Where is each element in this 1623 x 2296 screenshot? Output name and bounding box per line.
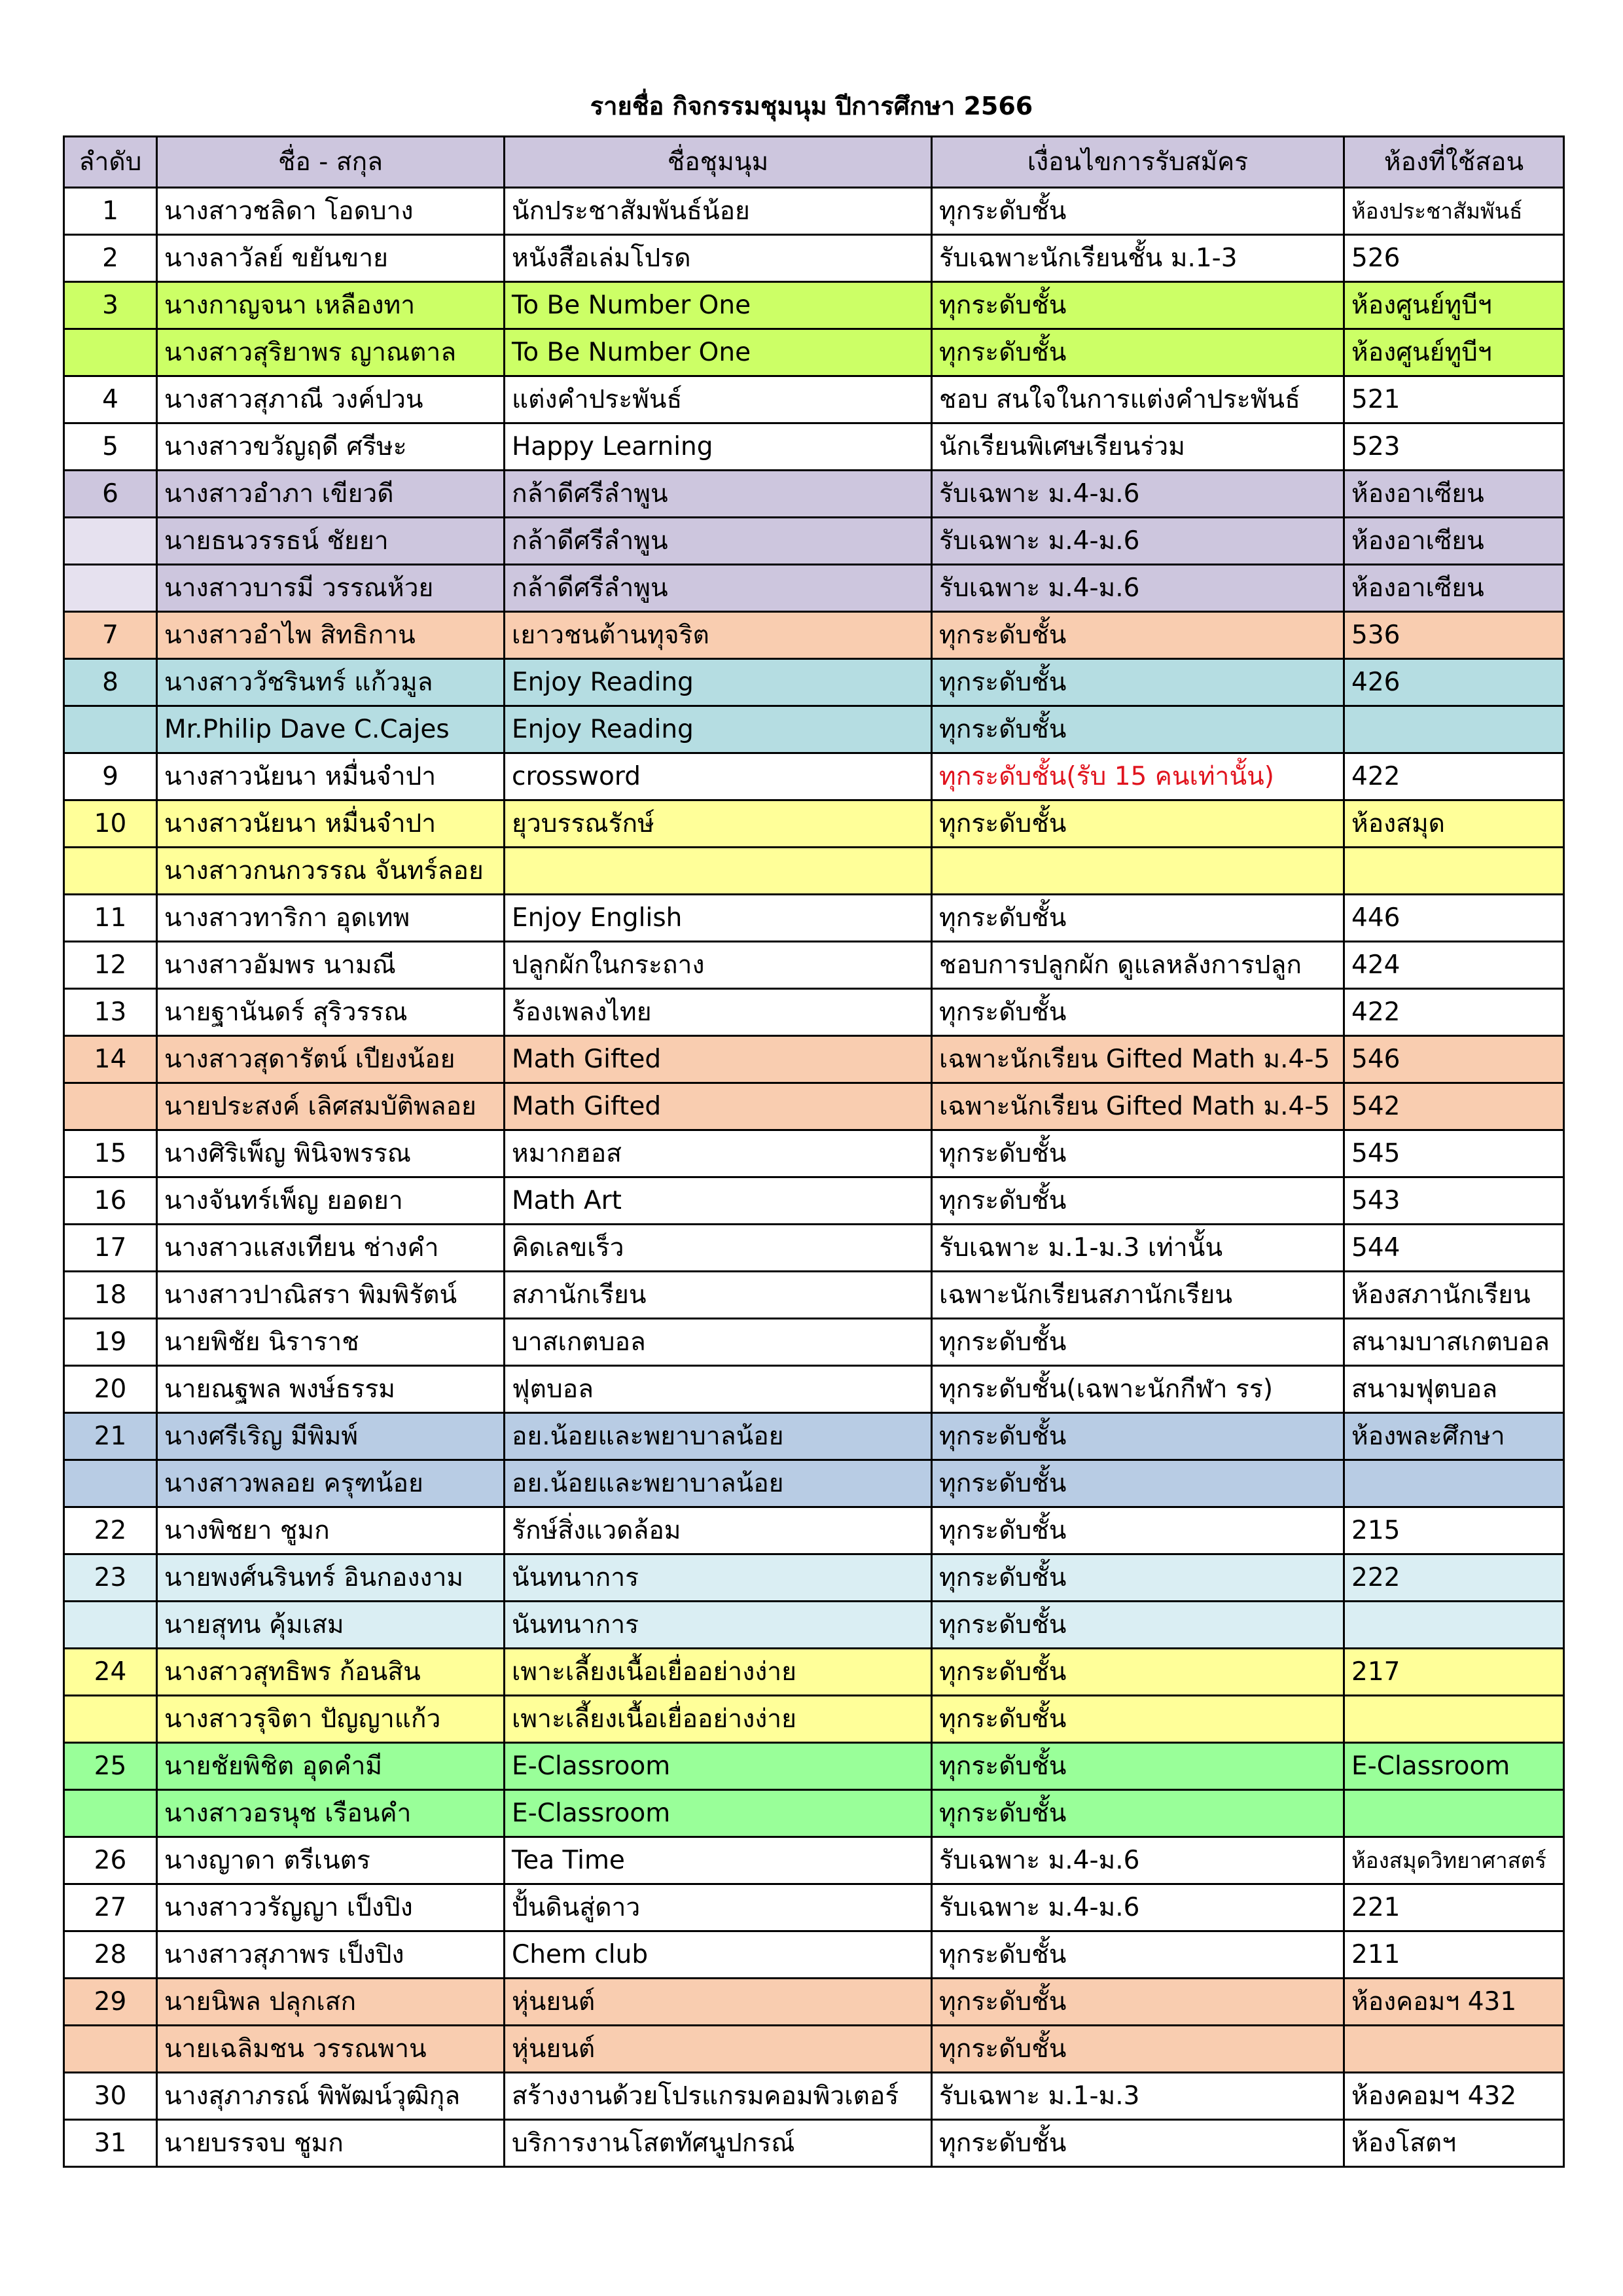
club-name-cell: Enjoy Reading bbox=[505, 706, 932, 753]
room-cell: ห้องโสตฯ bbox=[1344, 2120, 1564, 2167]
condition-cell: ทุกระดับชั้น bbox=[932, 188, 1344, 235]
table-row bbox=[64, 1130, 1564, 1177]
condition-cell: ชอบ สนใจในการแต่งคำประพันธ์ bbox=[932, 376, 1344, 423]
room-cell bbox=[1344, 1790, 1564, 1837]
row-number-cell bbox=[64, 2026, 157, 2073]
row-number-cell bbox=[64, 329, 157, 376]
club-name-cell: กล้าดีศรีลำพูน bbox=[505, 565, 932, 612]
table-row bbox=[64, 565, 1564, 612]
teacher-name-cell: นางสาวนัยนา หมื่นจำปา bbox=[157, 800, 505, 848]
row-number-cell bbox=[64, 706, 157, 753]
room-cell bbox=[1344, 1696, 1564, 1743]
condition-cell: ทุกระดับชั้น bbox=[932, 282, 1344, 329]
teacher-name-cell: นายพงศ์นรินทร์ อินกองงาม bbox=[157, 1554, 505, 1602]
room-cell: E-Classroom bbox=[1344, 1743, 1564, 1790]
table-row bbox=[64, 1319, 1564, 1366]
condition-cell: ทุกระดับชั้น bbox=[932, 1460, 1344, 1507]
row-number-cell: 17 bbox=[64, 1225, 157, 1272]
club-name-cell: เยาวชนต้านทุจริต bbox=[505, 612, 932, 659]
row-number-cell: 12 bbox=[64, 942, 157, 989]
table-row bbox=[64, 188, 1564, 235]
row-number-cell: 29 bbox=[64, 1979, 157, 2026]
room-cell: 523 bbox=[1344, 423, 1564, 471]
condition-cell: ทุกระดับชั้น bbox=[932, 2026, 1344, 2073]
table-row bbox=[64, 1649, 1564, 1696]
condition-cell: ทุกระดับชั้น bbox=[932, 1931, 1344, 1979]
teacher-name-cell: นางสาวขวัญฤดี ศรีษะ bbox=[157, 423, 505, 471]
table-row bbox=[64, 1743, 1564, 1790]
condition-cell: ทุกระดับชั้น bbox=[932, 1790, 1344, 1837]
table-row bbox=[64, 942, 1564, 989]
club-name-cell: สภานักเรียน bbox=[505, 1272, 932, 1319]
room-cell bbox=[1344, 1602, 1564, 1649]
condition-cell: ทุกระดับชั้น(รับ 15 คนเท่านั้น) bbox=[932, 753, 1344, 800]
teacher-name-cell: นางพิชยา ชูมก bbox=[157, 1507, 505, 1554]
condition-cell: ทุกระดับชั้น bbox=[932, 1177, 1344, 1225]
table-row bbox=[64, 659, 1564, 706]
table-row bbox=[64, 895, 1564, 942]
club-list-table bbox=[63, 135, 1565, 2168]
table-row bbox=[64, 1413, 1564, 1460]
club-name-cell: คิดเลขเร็ว bbox=[505, 1225, 932, 1272]
teacher-name-cell: นางสาวอำภา เขียวดี bbox=[157, 471, 505, 518]
teacher-name-cell: นางสาวนัยนา หมื่นจำปา bbox=[157, 753, 505, 800]
col-header-no: ลำดับ bbox=[64, 137, 157, 188]
row-number-cell: 4 bbox=[64, 376, 157, 423]
row-number-cell: 10 bbox=[64, 800, 157, 848]
room-cell: 422 bbox=[1344, 989, 1564, 1036]
table-row bbox=[64, 1083, 1564, 1130]
col-header-club: ชื่อชุมนุม bbox=[505, 137, 932, 188]
club-name-cell: รักษ์สิ่งแวดล้อม bbox=[505, 1507, 932, 1554]
club-name-cell: นันทนาการ bbox=[505, 1554, 932, 1602]
room-cell: 446 bbox=[1344, 895, 1564, 942]
table-row bbox=[64, 1507, 1564, 1554]
condition-cell: รับเฉพาะ ม.4-ม.6 bbox=[932, 471, 1344, 518]
club-name-cell: หุ่นยนต์ bbox=[505, 1979, 932, 2026]
teacher-name-cell: นายชัยพิชิต อุดคำมี bbox=[157, 1743, 505, 1790]
row-number-cell: 1 bbox=[64, 188, 157, 235]
row-number-cell bbox=[64, 518, 157, 565]
club-name-cell: หนังสือเล่มโปรด bbox=[505, 235, 932, 282]
row-number-cell: 20 bbox=[64, 1366, 157, 1413]
table-row bbox=[64, 1366, 1564, 1413]
teacher-name-cell: นางสาวปาณิสรา พิมพิรัตน์ bbox=[157, 1272, 505, 1319]
row-number-cell: 16 bbox=[64, 1177, 157, 1225]
table-row bbox=[64, 1931, 1564, 1979]
table-row bbox=[64, 706, 1564, 753]
teacher-name-cell: นายฐานันดร์ สุริวรรณ bbox=[157, 989, 505, 1036]
col-header-condition: เงื่อนไขการรับสมัคร bbox=[932, 137, 1344, 188]
row-number-cell: 5 bbox=[64, 423, 157, 471]
room-cell: สนามบาสเกตบอล bbox=[1344, 1319, 1564, 1366]
room-cell: สนามฟุตบอล bbox=[1344, 1366, 1564, 1413]
club-name-cell: ปั้นดินสู่ดาว bbox=[505, 1884, 932, 1931]
table-row bbox=[64, 753, 1564, 800]
room-cell: 536 bbox=[1344, 612, 1564, 659]
room-cell: ห้องอาเซียน bbox=[1344, 565, 1564, 612]
table-header-row bbox=[64, 137, 1564, 188]
club-name-cell: To Be Number One bbox=[505, 329, 932, 376]
condition-cell: ทุกระดับชั้น bbox=[932, 1649, 1344, 1696]
condition-cell: ทุกระดับชั้น(เฉพาะนักกีฬา รร) bbox=[932, 1366, 1344, 1413]
club-name-cell: Math Art bbox=[505, 1177, 932, 1225]
club-name-cell: กล้าดีศรีลำพูน bbox=[505, 518, 932, 565]
table-row bbox=[64, 612, 1564, 659]
row-number-cell bbox=[64, 1790, 157, 1837]
room-cell: 424 bbox=[1344, 942, 1564, 989]
teacher-name-cell: นางศิริเพ็ญ พินิจพรรณ bbox=[157, 1130, 505, 1177]
condition-cell: ทุกระดับชั้น bbox=[932, 1319, 1344, 1366]
condition-cell: รับเฉพาะ ม.4-ม.6 bbox=[932, 1884, 1344, 1931]
condition-cell: ทุกระดับชั้น bbox=[932, 612, 1344, 659]
club-name-cell: E-Classroom bbox=[505, 1743, 932, 1790]
table-row bbox=[64, 1225, 1564, 1272]
teacher-name-cell: นางสุภาภรณ์ พิพัฒน์วุฒิกุล bbox=[157, 2073, 505, 2120]
row-number-cell: 25 bbox=[64, 1743, 157, 1790]
row-number-cell: 15 bbox=[64, 1130, 157, 1177]
condition-cell: นักเรียนพิเศษเรียนร่วม bbox=[932, 423, 1344, 471]
room-cell: ห้องคอมฯ 432 bbox=[1344, 2073, 1564, 2120]
teacher-name-cell: นางลาวัลย์ ขยันขาย bbox=[157, 235, 505, 282]
condition-cell: ทุกระดับชั้น bbox=[932, 1743, 1344, 1790]
club-name-cell: หุ่นยนต์ bbox=[505, 2026, 932, 2073]
table-row bbox=[64, 1602, 1564, 1649]
teacher-name-cell: นางสาวสุริยาพร ญาณตาล bbox=[157, 329, 505, 376]
teacher-name-cell: นายสุทน คุ้มเสม bbox=[157, 1602, 505, 1649]
condition-cell bbox=[932, 848, 1344, 895]
teacher-name-cell: นางสาวพลอย ครุฑน้อย bbox=[157, 1460, 505, 1507]
table-row bbox=[64, 1837, 1564, 1884]
room-cell: 526 bbox=[1344, 235, 1564, 282]
row-number-cell: 21 bbox=[64, 1413, 157, 1460]
teacher-name-cell: นางศรีเริญ มีพิมพ์ bbox=[157, 1413, 505, 1460]
table-row bbox=[64, 1790, 1564, 1837]
room-cell: 545 bbox=[1344, 1130, 1564, 1177]
teacher-name-cell: นางสาวแสงเทียน ช่างคำ bbox=[157, 1225, 505, 1272]
row-number-cell bbox=[64, 1460, 157, 1507]
condition-cell: ทุกระดับชั้น bbox=[932, 2120, 1344, 2167]
table-row bbox=[64, 471, 1564, 518]
teacher-name-cell: นางสาวกนกวรรณ จันทร์ลอย bbox=[157, 848, 505, 895]
club-name-cell: อย.น้อยและพยาบาลน้อย bbox=[505, 1460, 932, 1507]
club-name-cell: หมากฮอส bbox=[505, 1130, 932, 1177]
condition-cell: ทุกระดับชั้น bbox=[932, 1696, 1344, 1743]
club-name-cell: crossword bbox=[505, 753, 932, 800]
row-number-cell: 27 bbox=[64, 1884, 157, 1931]
row-number-cell: 9 bbox=[64, 753, 157, 800]
condition-cell: ทุกระดับชั้น bbox=[932, 1130, 1344, 1177]
condition-cell: ทุกระดับชั้น bbox=[932, 1413, 1344, 1460]
row-number-cell: 22 bbox=[64, 1507, 157, 1554]
table-row bbox=[64, 989, 1564, 1036]
row-number-cell: 6 bbox=[64, 471, 157, 518]
club-name-cell: Enjoy Reading bbox=[505, 659, 932, 706]
row-number-cell: 28 bbox=[64, 1931, 157, 1979]
teacher-name-cell: นางกาญจนา เหลืองทา bbox=[157, 282, 505, 329]
table-row bbox=[64, 1177, 1564, 1225]
club-name-cell: Math Gifted bbox=[505, 1083, 932, 1130]
room-cell: 543 bbox=[1344, 1177, 1564, 1225]
room-cell: ห้องศูนย์ทูบีฯ bbox=[1344, 282, 1564, 329]
room-cell: ห้องสภานักเรียน bbox=[1344, 1272, 1564, 1319]
condition-cell: ทุกระดับชั้น bbox=[932, 1602, 1344, 1649]
row-number-cell bbox=[64, 848, 157, 895]
room-cell: ห้องประชาสัมพันธ์ bbox=[1344, 188, 1564, 235]
document-title: รายชื่อ กิจกรรมชุมนุม ปีการศึกษา 2566 bbox=[590, 92, 1033, 120]
row-number-cell: 13 bbox=[64, 989, 157, 1036]
row-number-cell: 23 bbox=[64, 1554, 157, 1602]
club-name-cell: เพาะเลี้ยงเนื้อเยื่ออย่างง่าย bbox=[505, 1696, 932, 1743]
condition-cell: รับเฉพาะ ม.4-ม.6 bbox=[932, 1837, 1344, 1884]
row-number-cell: 14 bbox=[64, 1036, 157, 1083]
teacher-name-cell: นางสาวสุภาณี วงค์ปวน bbox=[157, 376, 505, 423]
condition-cell: ทุกระดับชั้น bbox=[932, 1554, 1344, 1602]
col-header-room: ห้องที่ใช้สอน bbox=[1344, 137, 1564, 188]
room-cell: 221 bbox=[1344, 1884, 1564, 1931]
teacher-name-cell: นางสาวอัมพร นามณี bbox=[157, 942, 505, 989]
table-row bbox=[64, 2073, 1564, 2120]
col-header-name: ชื่อ - สกุล bbox=[157, 137, 505, 188]
table-row bbox=[64, 423, 1564, 471]
table-row bbox=[64, 518, 1564, 565]
teacher-name-cell: นางสาวอำไพ สิทธิกาน bbox=[157, 612, 505, 659]
club-name-cell: เพาะเลี้ยงเนื้อเยื่ออย่างง่าย bbox=[505, 1649, 932, 1696]
club-name-cell: E-Classroom bbox=[505, 1790, 932, 1837]
teacher-name-cell: นางจันทร์เพ็ญ ยอดยา bbox=[157, 1177, 505, 1225]
teacher-name-cell: นายพิชัย นิราราช bbox=[157, 1319, 505, 1366]
table-row bbox=[64, 282, 1564, 329]
row-number-cell: 8 bbox=[64, 659, 157, 706]
condition-cell: เฉพาะนักเรียน Gifted Math ม.4-5 bbox=[932, 1036, 1344, 1083]
room-cell bbox=[1344, 706, 1564, 753]
room-cell: 215 bbox=[1344, 1507, 1564, 1554]
room-cell: ห้องคอมฯ 431 bbox=[1344, 1979, 1564, 2026]
room-cell: 422 bbox=[1344, 753, 1564, 800]
room-cell: 521 bbox=[1344, 376, 1564, 423]
club-name-cell: Happy Learning bbox=[505, 423, 932, 471]
room-cell bbox=[1344, 2026, 1564, 2073]
condition-cell: เฉพาะนักเรียนสภานักเรียน bbox=[932, 1272, 1344, 1319]
teacher-name-cell: นางสาวรุจิตา ปัญญาแก้ว bbox=[157, 1696, 505, 1743]
table-row bbox=[64, 1979, 1564, 2026]
room-cell: 426 bbox=[1344, 659, 1564, 706]
table-row bbox=[64, 2026, 1564, 2073]
row-number-cell: 30 bbox=[64, 2073, 157, 2120]
room-cell: ห้องพละศึกษา bbox=[1344, 1413, 1564, 1460]
row-number-cell bbox=[64, 1602, 157, 1649]
club-name-cell: ฟุตบอล bbox=[505, 1366, 932, 1413]
table-row bbox=[64, 848, 1564, 895]
condition-cell: ทุกระดับชั้น bbox=[932, 706, 1344, 753]
teacher-name-cell: Mr.Philip Dave C.Cajes bbox=[157, 706, 505, 753]
condition-cell: ทุกระดับชั้น bbox=[932, 329, 1344, 376]
club-name-cell: ปลูกผักในกระถาง bbox=[505, 942, 932, 989]
row-number-cell: 18 bbox=[64, 1272, 157, 1319]
teacher-name-cell: นายธนวรรธน์ ชัยยา bbox=[157, 518, 505, 565]
condition-cell: ทุกระดับชั้น bbox=[932, 659, 1344, 706]
condition-cell: ทุกระดับชั้น bbox=[932, 895, 1344, 942]
club-name-cell: Chem club bbox=[505, 1931, 932, 1979]
teacher-name-cell: นายบรรจบ ชูมก bbox=[157, 2120, 505, 2167]
room-cell: ห้องสมุด bbox=[1344, 800, 1564, 848]
table-row bbox=[64, 1460, 1564, 1507]
row-number-cell: 19 bbox=[64, 1319, 157, 1366]
room-cell bbox=[1344, 848, 1564, 895]
condition-cell: รับเฉพาะนักเรียนชั้น ม.1-3 bbox=[932, 235, 1344, 282]
row-number-cell: 3 bbox=[64, 282, 157, 329]
row-number-cell: 31 bbox=[64, 2120, 157, 2167]
teacher-name-cell: นายประสงค์ เลิศสมบัติพลอย bbox=[157, 1083, 505, 1130]
row-number-cell bbox=[64, 1696, 157, 1743]
club-name-cell: อย.น้อยและพยาบาลน้อย bbox=[505, 1413, 932, 1460]
condition-cell: รับเฉพาะ ม.1-ม.3 bbox=[932, 2073, 1344, 2120]
teacher-name-cell: นางสาวสุทธิพร ก้อนสิน bbox=[157, 1649, 505, 1696]
table-body bbox=[64, 188, 1564, 2167]
row-number-cell: 24 bbox=[64, 1649, 157, 1696]
condition-cell: รับเฉพาะ ม.4-ม.6 bbox=[932, 565, 1344, 612]
club-name-cell: บริการงานโสตทัศนูปกรณ์ bbox=[505, 2120, 932, 2167]
condition-cell: ทุกระดับชั้น bbox=[932, 989, 1344, 1036]
row-number-cell: 26 bbox=[64, 1837, 157, 1884]
table-row bbox=[64, 1272, 1564, 1319]
room-cell: 222 bbox=[1344, 1554, 1564, 1602]
room-cell bbox=[1344, 1460, 1564, 1507]
club-name-cell: To Be Number One bbox=[505, 282, 932, 329]
club-name-cell: Enjoy English bbox=[505, 895, 932, 942]
teacher-name-cell: นายนิพล ปลุกเสก bbox=[157, 1979, 505, 2026]
room-cell: 542 bbox=[1344, 1083, 1564, 1130]
club-name-cell bbox=[505, 848, 932, 895]
table-row bbox=[64, 1554, 1564, 1602]
club-name-cell: แต่งคำประพันธ์ bbox=[505, 376, 932, 423]
room-cell: ห้องศูนย์ทูบีฯ bbox=[1344, 329, 1564, 376]
club-name-cell: นักประชาสัมพันธ์น้อย bbox=[505, 188, 932, 235]
condition-cell: ทุกระดับชั้น bbox=[932, 1979, 1344, 2026]
table-row bbox=[64, 376, 1564, 423]
room-cell: 211 bbox=[1344, 1931, 1564, 1979]
club-name-cell: บาสเกตบอล bbox=[505, 1319, 932, 1366]
room-cell: 544 bbox=[1344, 1225, 1564, 1272]
teacher-name-cell: นางญาดา ตรีเนตร bbox=[157, 1837, 505, 1884]
room-cell: 217 bbox=[1344, 1649, 1564, 1696]
teacher-name-cell: นางสาววัชรินทร์ แก้วมูล bbox=[157, 659, 505, 706]
condition-cell: ทุกระดับชั้น bbox=[932, 1507, 1344, 1554]
teacher-name-cell: นางสาวสุดารัตน์ เปียงน้อย bbox=[157, 1036, 505, 1083]
room-cell: ห้องอาเซียน bbox=[1344, 518, 1564, 565]
teacher-name-cell: นางสาวอรนุช เรือนคำ bbox=[157, 1790, 505, 1837]
row-number-cell bbox=[64, 565, 157, 612]
club-name-cell: Tea Time bbox=[505, 1837, 932, 1884]
table-row bbox=[64, 329, 1564, 376]
teacher-name-cell: นางสาวบารมี วรรณห้วย bbox=[157, 565, 505, 612]
room-cell: ห้องอาเซียน bbox=[1344, 471, 1564, 518]
row-number-cell: 2 bbox=[64, 235, 157, 282]
club-name-cell: ร้องเพลงไทย bbox=[505, 989, 932, 1036]
teacher-name-cell: นายณฐพล พงษ์ธรรม bbox=[157, 1366, 505, 1413]
row-number-cell bbox=[64, 1083, 157, 1130]
table-row bbox=[64, 800, 1564, 848]
teacher-name-cell: นายเฉลิมชน วรรณพาน bbox=[157, 2026, 505, 2073]
condition-cell: เฉพาะนักเรียน Gifted Math ม.4-5 bbox=[932, 1083, 1344, 1130]
row-number-cell: 7 bbox=[64, 612, 157, 659]
teacher-name-cell: นางสาวสุภาพร เป็งปิง bbox=[157, 1931, 505, 1979]
room-cell: 546 bbox=[1344, 1036, 1564, 1083]
table-row bbox=[64, 1884, 1564, 1931]
table-row bbox=[64, 235, 1564, 282]
club-name-cell: ยุวบรรณรักษ์ bbox=[505, 800, 932, 848]
condition-cell: รับเฉพาะ ม.1-ม.3 เท่านั้น bbox=[932, 1225, 1344, 1272]
condition-cell: ทุกระดับชั้น bbox=[932, 800, 1344, 848]
club-name-cell: นันทนาการ bbox=[505, 1602, 932, 1649]
teacher-name-cell: นางสาวทาริกา อุดเทพ bbox=[157, 895, 505, 942]
table-row bbox=[64, 1036, 1564, 1083]
condition-cell: ชอบการปลูกผัก ดูแลหลังการปลูก bbox=[932, 942, 1344, 989]
table-row bbox=[64, 1696, 1564, 1743]
club-name-cell: กล้าดีศรีลำพูน bbox=[505, 471, 932, 518]
club-name-cell: สร้างงานด้วยโปรแกรมคอมพิวเตอร์ bbox=[505, 2073, 932, 2120]
teacher-name-cell: นางสาววรัญญา เป็งปิง bbox=[157, 1884, 505, 1931]
club-name-cell: Math Gifted bbox=[505, 1036, 932, 1083]
row-number-cell: 11 bbox=[64, 895, 157, 942]
condition-cell: รับเฉพาะ ม.4-ม.6 bbox=[932, 518, 1344, 565]
room-cell: ห้องสมุดวิทยาศาสตร์ bbox=[1344, 1837, 1564, 1884]
table-row bbox=[64, 2120, 1564, 2167]
teacher-name-cell: นางสาวชลิดา โอดบาง bbox=[157, 188, 505, 235]
